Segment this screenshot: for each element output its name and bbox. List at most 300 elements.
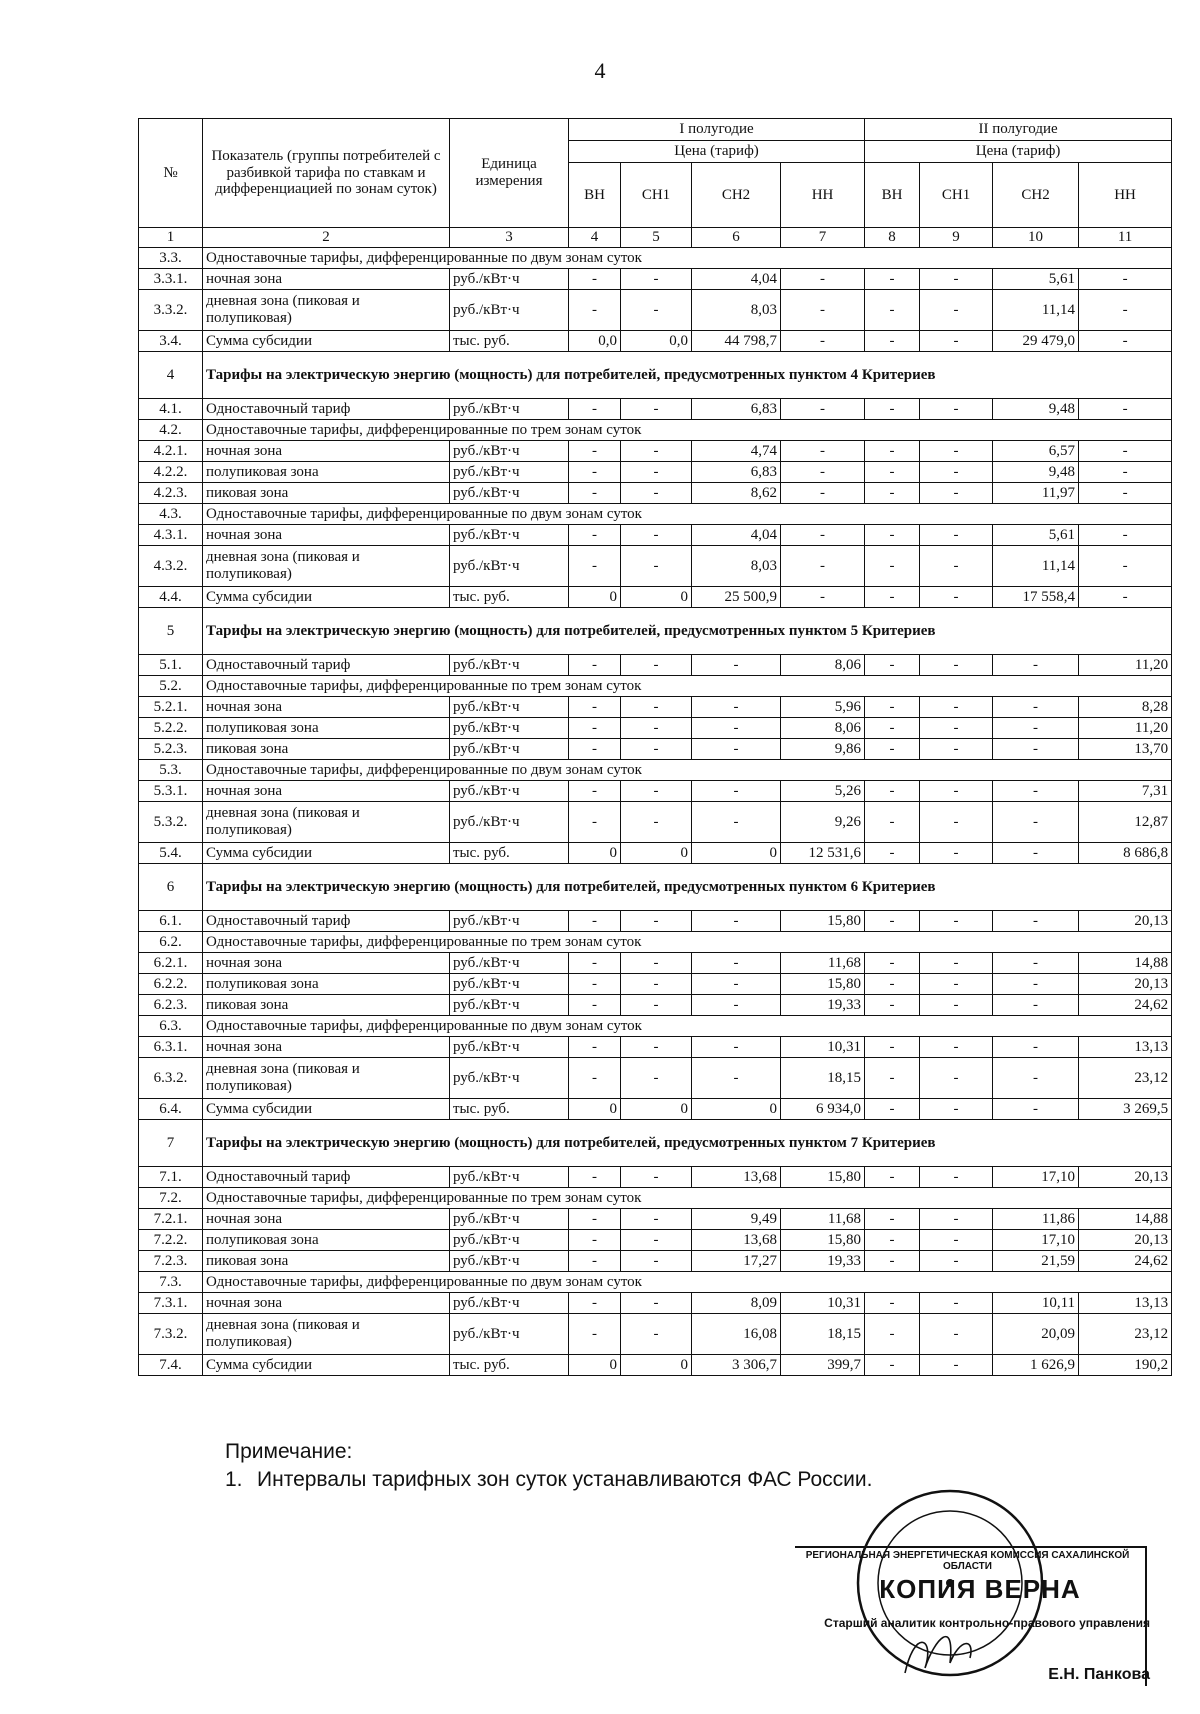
table-row [139,462,1172,483]
subheading-text: Одноставочные тарифы, дифференцированные по двум зонам суток [203,504,1172,525]
note [225,1438,872,1494]
row-value: - [920,781,993,802]
row-name: ночная зона [203,1293,450,1314]
row-value: - [865,331,920,352]
stamp-position: Старший аналитик контрольно-правового управления [824,1616,1150,1630]
subheading-row [139,676,1172,697]
row-number: 7.1. [139,1167,203,1188]
table-row [139,974,1172,995]
row-value: - [993,655,1079,676]
row-value: - [569,1314,621,1355]
row-value: - [569,655,621,676]
row-value: 4,74 [692,441,781,462]
row-unit: руб./кВт·ч [450,525,569,546]
row-name: Сумма субсидии [203,843,450,864]
row-value: - [993,1099,1079,1120]
column-index: 5 [621,228,692,248]
row-value: 8,09 [692,1293,781,1314]
row-value: 13,68 [692,1167,781,1188]
row-value: - [920,1293,993,1314]
col-header-level: НН [1079,163,1172,228]
row-value: - [920,953,993,974]
row-value: - [621,995,692,1016]
row-unit: руб./кВт·ч [450,269,569,290]
row-value: 20,13 [1079,1230,1172,1251]
row-value: 20,09 [993,1314,1079,1355]
row-value: - [865,911,920,932]
row-value: - [569,269,621,290]
row-value: - [1079,462,1172,483]
row-value: - [692,739,781,760]
row-value: - [621,802,692,843]
row-value: - [920,1209,993,1230]
row-value: - [781,269,865,290]
row-value: 44 798,7 [692,331,781,352]
section-number: 6 [139,864,203,911]
subheading-row [139,1016,1172,1037]
row-value: - [569,525,621,546]
row-value: - [1079,546,1172,587]
row-value: - [920,1314,993,1355]
row-value: - [621,911,692,932]
row-value: 8,28 [1079,697,1172,718]
row-number: 6.3.1. [139,1037,203,1058]
row-value: 3 306,7 [692,1355,781,1376]
row-value: - [621,483,692,504]
row-unit: руб./кВт·ч [450,655,569,676]
row-number: 5.4. [139,843,203,864]
row-value: 14,88 [1079,953,1172,974]
row-value: 5,61 [993,525,1079,546]
row-value: - [993,1058,1079,1099]
row-number: 6.2.3. [139,995,203,1016]
row-value: - [865,718,920,739]
row-value: 20,13 [1079,911,1172,932]
row-value: - [569,1251,621,1272]
section-number: 5 [139,608,203,655]
table-row [139,655,1172,676]
row-number: 5.2. [139,676,203,697]
row-value: - [993,802,1079,843]
row-value: 8,06 [781,718,865,739]
row-value: 0 [621,843,692,864]
row-value: 14,88 [1079,1209,1172,1230]
row-value: - [569,1037,621,1058]
table-row [139,911,1172,932]
row-value: 12,87 [1079,802,1172,843]
row-unit: руб./кВт·ч [450,1314,569,1355]
row-value: - [865,1293,920,1314]
row-value: - [569,1058,621,1099]
row-unit: тыс. руб. [450,331,569,352]
table-body [139,248,1172,1376]
row-value: - [569,953,621,974]
row-value: - [1079,483,1172,504]
row-unit: руб./кВт·ч [450,1251,569,1272]
row-value: - [781,587,865,608]
note-item-number: 1. [225,1468,243,1491]
row-value: 190,2 [1079,1355,1172,1376]
row-value: - [865,399,920,420]
row-value: - [781,462,865,483]
row-value: - [920,441,993,462]
row-number: 4.2.3. [139,483,203,504]
table-row [139,1355,1172,1376]
row-name: ночная зона [203,1209,450,1230]
row-unit: руб./кВт·ч [450,974,569,995]
row-value: - [569,1167,621,1188]
row-value: - [993,739,1079,760]
row-value: 24,62 [1079,1251,1172,1272]
row-value: - [692,974,781,995]
section-number: 7 [139,1120,203,1167]
row-unit: руб./кВт·ч [450,1230,569,1251]
row-value: - [621,953,692,974]
row-value: - [865,587,920,608]
table-row [139,269,1172,290]
row-value: - [621,1314,692,1355]
row-unit: руб./кВт·ч [450,1209,569,1230]
row-value: - [920,1099,993,1120]
row-value: - [865,269,920,290]
row-value: 13,68 [692,1230,781,1251]
row-number: 6.4. [139,1099,203,1120]
row-value: - [1079,290,1172,331]
table-row [139,1230,1172,1251]
table-row [139,399,1172,420]
row-value: - [865,781,920,802]
column-index: 8 [865,228,920,248]
certification-stamp [785,1488,1150,1688]
row-value: - [569,546,621,587]
row-value: - [920,1230,993,1251]
row-value: - [569,462,621,483]
stamp-title: КОПИЯ ВЕРНА [879,1574,1081,1604]
row-value: - [569,483,621,504]
row-value: - [920,483,993,504]
row-number: 4.3.2. [139,546,203,587]
row-name: ночная зона [203,1037,450,1058]
row-value: - [865,546,920,587]
table-row [139,1167,1172,1188]
row-value: - [569,739,621,760]
row-value: - [569,290,621,331]
row-value: 12 531,6 [781,843,865,864]
row-value: 15,80 [781,911,865,932]
row-value: - [920,1167,993,1188]
row-value: - [692,995,781,1016]
row-value: - [920,843,993,864]
row-value: - [865,995,920,1016]
row-value: - [865,1058,920,1099]
row-value: - [569,399,621,420]
row-value: - [865,1037,920,1058]
row-value: 0 [621,1355,692,1376]
row-unit: руб./кВт·ч [450,441,569,462]
row-value: - [569,697,621,718]
table-row [139,1058,1172,1099]
row-value: 17 558,4 [993,587,1079,608]
row-number: 4.3.1. [139,525,203,546]
row-value: 11,68 [781,1209,865,1230]
row-value: - [920,546,993,587]
row-name: полупиковая зона [203,974,450,995]
row-value: - [569,1293,621,1314]
row-number: 3.3.1. [139,269,203,290]
column-index: 11 [1079,228,1172,248]
section-row [139,352,1172,399]
subheading-text: Одноставочные тарифы, дифференцированные по трем зонам суток [203,932,1172,953]
row-name: ночная зона [203,697,450,718]
col-header-h2: II полугодие [865,119,1172,141]
row-value: - [621,1230,692,1251]
row-value: 4,04 [692,525,781,546]
row-value: 6,57 [993,441,1079,462]
table-row [139,483,1172,504]
row-value: - [621,781,692,802]
row-value: - [865,525,920,546]
row-number: 7.3.2. [139,1314,203,1355]
row-value: - [865,802,920,843]
row-value: 9,48 [993,462,1079,483]
row-value: 6 934,0 [781,1099,865,1120]
row-value: 0 [569,1355,621,1376]
table-row [139,587,1172,608]
column-index-row [139,228,1172,248]
row-value: 24,62 [1079,995,1172,1016]
subheading-row [139,1188,1172,1209]
row-value: 15,80 [781,1230,865,1251]
row-value: - [1079,525,1172,546]
row-value: - [569,974,621,995]
row-value: - [781,290,865,331]
row-number: 6.3. [139,1016,203,1037]
row-value: - [920,269,993,290]
column-index: 10 [993,228,1079,248]
row-number: 5.3.2. [139,802,203,843]
row-name: полупиковая зона [203,1230,450,1251]
row-name: ночная зона [203,269,450,290]
row-value: - [781,525,865,546]
row-value: - [1079,269,1172,290]
row-value: 9,48 [993,399,1079,420]
row-value: 11,86 [993,1209,1079,1230]
col-header-unit: Единица измерения [450,119,569,228]
subheading-row [139,760,1172,781]
stamp-organization: РЕГИОНАЛЬНАЯ ЭНЕРГЕТИЧЕСКАЯ КОМИССИЯ САХАЛИНСКОЙ ОБЛАСТИ [805,1550,1130,1572]
row-number: 7.2.2. [139,1230,203,1251]
row-name: Одноставочный тариф [203,911,450,932]
section-row [139,1120,1172,1167]
row-unit: тыс. руб. [450,1355,569,1376]
row-number: 4.1. [139,399,203,420]
row-value: 1 626,9 [993,1355,1079,1376]
row-name: пиковая зона [203,483,450,504]
row-value: 5,61 [993,269,1079,290]
row-value: - [569,1230,621,1251]
row-value: 9,26 [781,802,865,843]
row-value: 20,13 [1079,1167,1172,1188]
row-value: 0 [569,587,621,608]
row-name: пиковая зона [203,1251,450,1272]
row-value: - [993,995,1079,1016]
row-value: - [621,1293,692,1314]
row-value: - [1079,331,1172,352]
row-name: Сумма субсидии [203,331,450,352]
table-row [139,525,1172,546]
subheading-row [139,1272,1172,1293]
row-value: 9,49 [692,1209,781,1230]
row-value: - [865,1355,920,1376]
row-unit: руб./кВт·ч [450,546,569,587]
row-value: 10,11 [993,1293,1079,1314]
row-value: - [865,739,920,760]
section-number: 4 [139,352,203,399]
row-name: ночная зона [203,781,450,802]
row-value: 20,13 [1079,974,1172,995]
row-value: 9,86 [781,739,865,760]
row-number: 6.2. [139,932,203,953]
row-value: - [865,1230,920,1251]
page-number: 4 [594,58,606,83]
row-value: - [621,974,692,995]
subheading-text: Одноставочные тарифы, дифференцированные по двум зонам суток [203,1272,1172,1293]
row-unit: руб./кВт·ч [450,1293,569,1314]
row-value: - [621,739,692,760]
row-unit: руб./кВт·ч [450,1037,569,1058]
row-value: - [865,462,920,483]
table-row [139,1314,1172,1355]
col-header-level: НН [781,163,865,228]
row-value: - [692,911,781,932]
tariff-table [138,118,1172,1376]
note-item-text: Интервалы тарифных зон суток устанавливаются ФАС России. [257,1468,873,1491]
row-value: - [569,718,621,739]
row-value: 29 479,0 [993,331,1079,352]
subheading-text: Одноставочные тарифы, дифференцированные по двум зонам суток [203,760,1172,781]
row-name: дневная зона (пиковая и полупиковая) [203,802,450,843]
row-value: - [920,739,993,760]
row-value: - [781,441,865,462]
row-number: 3.4. [139,331,203,352]
row-unit: руб./кВт·ч [450,290,569,331]
row-unit: тыс. руб. [450,1099,569,1120]
subheading-text: Одноставочные тарифы, дифференцированные по трем зонам суток [203,1188,1172,1209]
subheading-row [139,248,1172,269]
row-value: - [621,655,692,676]
row-value: 8,62 [692,483,781,504]
subheading-text: Одноставочные тарифы, дифференцированные по двум зонам суток [203,1016,1172,1037]
row-value: - [1079,587,1172,608]
table-row [139,697,1172,718]
table-header [139,119,1172,248]
row-value: - [920,697,993,718]
row-name: дневная зона (пиковая и полупиковая) [203,1058,450,1099]
row-value: - [621,269,692,290]
row-value: - [621,399,692,420]
row-unit: руб./кВт·ч [450,1167,569,1188]
table-row [139,718,1172,739]
row-value: - [920,1058,993,1099]
subheading-row [139,932,1172,953]
row-number: 7.4. [139,1355,203,1376]
row-value: - [865,1209,920,1230]
row-value: 13,70 [1079,739,1172,760]
row-value: - [920,587,993,608]
table-row [139,441,1172,462]
row-value: - [865,697,920,718]
row-value: - [621,697,692,718]
subheading-text: Одноставочные тарифы, дифференцированные по трем зонам суток [203,420,1172,441]
row-name: ночная зона [203,525,450,546]
row-value: 399,7 [781,1355,865,1376]
row-value: 0 [569,1099,621,1120]
row-value: - [865,1099,920,1120]
row-value: - [621,1058,692,1099]
col-header-h1: I полугодие [569,119,865,141]
row-value: 16,08 [692,1314,781,1355]
row-unit: тыс. руб. [450,843,569,864]
column-index: 9 [920,228,993,248]
row-value: 25 500,9 [692,587,781,608]
row-name: пиковая зона [203,995,450,1016]
row-value: - [569,1209,621,1230]
row-value: - [920,1251,993,1272]
row-value: - [865,1167,920,1188]
row-number: 6.2.2. [139,974,203,995]
row-value: - [569,995,621,1016]
row-value: - [569,441,621,462]
row-name: пиковая зона [203,739,450,760]
row-unit: руб./кВт·ч [450,483,569,504]
col-header-num: № [139,119,203,228]
row-unit: руб./кВт·ч [450,911,569,932]
row-value: - [621,462,692,483]
subheading-text: Одноставочные тарифы, дифференцированные по трем зонам суток [203,676,1172,697]
row-value: - [621,525,692,546]
row-value: - [621,290,692,331]
table-row [139,1251,1172,1272]
row-value: - [621,1209,692,1230]
row-number: 5.2.2. [139,718,203,739]
row-value: 15,80 [781,1167,865,1188]
row-value: 8,03 [692,546,781,587]
row-number: 7.2.1. [139,1209,203,1230]
row-unit: руб./кВт·ч [450,739,569,760]
row-value: 10,31 [781,1293,865,1314]
table-row [139,953,1172,974]
row-value: - [781,546,865,587]
row-value: - [621,441,692,462]
row-value: - [865,1314,920,1355]
row-value: 3 269,5 [1079,1099,1172,1120]
col-header-price-h2: Цена (тариф) [865,141,1172,163]
row-value: 11,20 [1079,655,1172,676]
row-value: - [865,290,920,331]
row-value: 23,12 [1079,1314,1172,1355]
subheading-text: Одноставочные тарифы, дифференцированные по двум зонам суток [203,248,1172,269]
row-name: Сумма субсидии [203,1355,450,1376]
row-value: 0,0 [621,331,692,352]
row-value: 19,33 [781,1251,865,1272]
row-number: 3.3.2. [139,290,203,331]
row-value: - [993,953,1079,974]
note-title: Примечание: [225,1440,353,1463]
row-value: - [1079,441,1172,462]
row-value: 0 [692,1099,781,1120]
table-row [139,331,1172,352]
row-value: 15,80 [781,974,865,995]
